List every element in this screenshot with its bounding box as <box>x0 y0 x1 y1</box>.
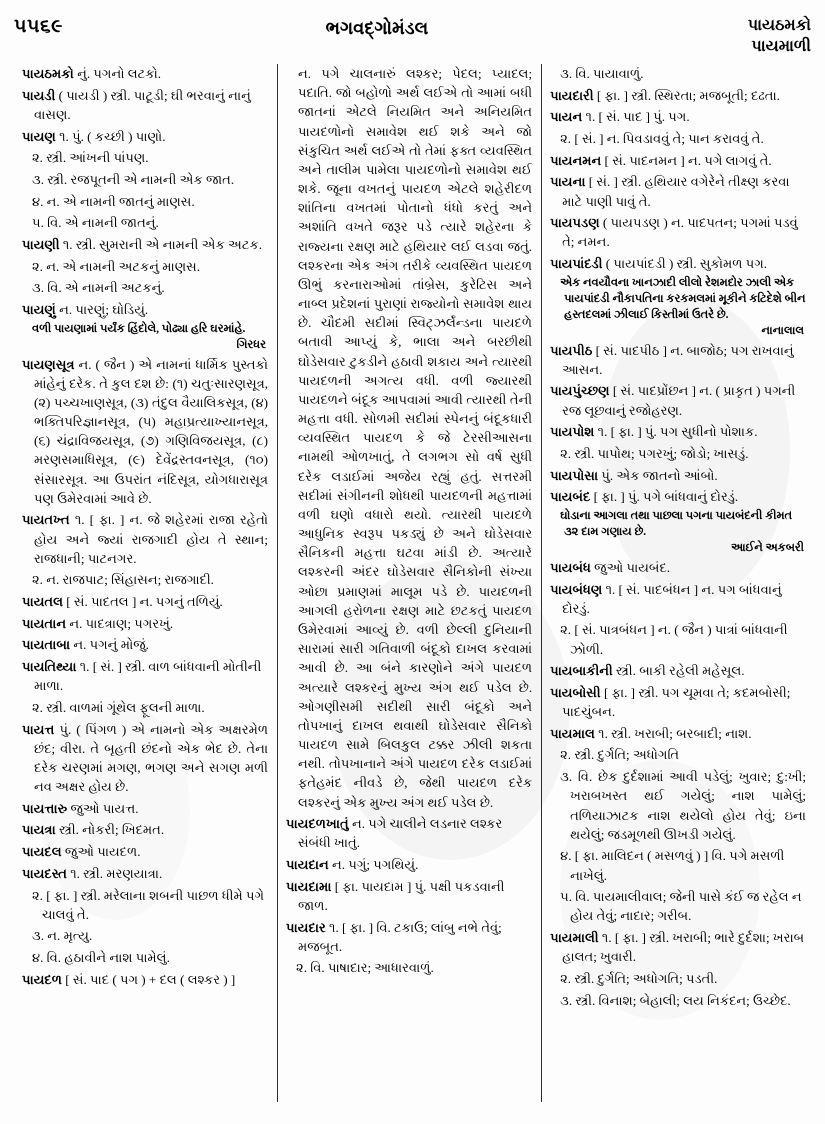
entry-headword: પાયબંદ <box>550 489 591 505</box>
entry-headword: પાયતલ <box>22 594 64 610</box>
dictionary-entry <box>22 64 268 83</box>
dictionary-entry <box>550 724 806 743</box>
entry-definition: ૧. સ્ત્રી. ખરાબી; બરબાદી; નાશ. <box>594 725 752 741</box>
dictionary-entry <box>550 381 806 419</box>
running-head-first-entry: પાયઠમકો <box>747 17 811 34</box>
entry-headword: પાયણસૂત્ર <box>22 356 75 372</box>
entry-definition: પું. ( પિંગળ ) એ નામનો એક અક્ષરમેળ છંદ; વીરા. તે બૃહતી છંદનો એક ભેદ છે. તેના દરેક ચરણમાં મગણ, ભગણ અને સગણ મળી નવ અક્ષર હોય છે. <box>34 721 269 795</box>
entry-headword: પાયતખ્ત <box>22 512 70 528</box>
entry-headword: પાયન <box>550 109 583 125</box>
dictionary-column-1 <box>14 64 277 1102</box>
running-heads <box>691 16 811 58</box>
dictionary-entry <box>550 341 806 379</box>
entry-definition: [ ફા. ] પું. પગે બાંધવાનું દોરડું. <box>590 489 739 505</box>
dictionary-entry <box>286 918 532 956</box>
sense-definition: ૩. વિ. છેક દુર્દશામાં આવી પડેલું; ખુવાર; દુ:ખી; ખરાબખસ્ત થઈ ગયેલું; નાશ પામેલું; તળિયાઝાટક નાશ થયેલો હોય તેવું; ઇના થયેલું; જડમૂળથી ઊખડી ગયેલું. <box>560 769 806 842</box>
dictionary-entry <box>22 657 268 695</box>
sense-definition: ૨. સ્ત્રી. દુર્ગતિ; અધોગતિ; પડતી. <box>560 970 718 986</box>
dictionary-entry <box>550 661 806 680</box>
dictionary-entry <box>22 355 268 508</box>
dictionary-entry <box>22 720 268 797</box>
entry-headword: પાયપોસા <box>550 467 599 483</box>
example-quote: વળી પાયણામાં પર્યંક હિંદોલે, પોઢ્યા હરિ ઘરમાંહે. <box>32 322 246 335</box>
sense-definition: ૩. ન. મૃત્યુ. <box>32 928 93 944</box>
example-quote: એક નવયૌવના ખાનઝાદી લીલો રેશમદોર ઝાલી એક પાયપાંદડી નૌકાપતિના કરકમલમાં મૂકીને કટિદેશે બીન હસ્તદલમાં ઝીલાઈ કિસ્તીમાં ઉતરે છે. <box>560 276 806 321</box>
dictionary-entry <box>286 877 532 915</box>
dictionary-entry <box>550 86 806 105</box>
entry-definition: ન. પગું; પગથિયું. <box>328 857 419 873</box>
entry-definition: ન. પાદત્રાણ; પગરખું. <box>66 615 174 631</box>
entry-definition: ન. પારણું; ઘોડિયું. <box>55 301 149 317</box>
dictionary-entry <box>550 254 806 273</box>
quote-attribution: નાનાલાલ <box>761 324 804 337</box>
entry-definition: [ સં. પાદપીઠ ] ન. બાજોઠ; પગ રાખવાનું આસન. <box>562 342 794 377</box>
dictionary-entry <box>550 928 806 966</box>
sense-definition: ૨. [ ફા. ] સ્ત્રી. મરેલાના શબની પાછળ ધીમે પગે ચાલવું તે. <box>32 887 265 922</box>
dictionary-entry <box>22 127 268 146</box>
entry-headword: પાયદામા <box>286 878 332 894</box>
dictionary-entry <box>22 842 268 861</box>
entry-definition: સ્ત્રી. નોકરી; ખિદમત. <box>55 822 165 838</box>
entry-headword: પાયપાંદડી <box>550 256 603 272</box>
entry-headword: પાયતાબા <box>22 637 71 653</box>
quote-attribution: આઈને અકબરી <box>731 541 804 554</box>
dictionary-entry <box>550 487 806 506</box>
sense-definition: ૨. ન. રાજપાટ; સિંહાસન; રાજગાદી. <box>32 572 214 588</box>
entry-headword: પાયદસ્ત <box>22 865 67 881</box>
entry-definition: ( પાયડી ) સ્ત્રી. પાટૂડી; ઘી ભરવાનું નાનું વાસણ. <box>34 87 251 122</box>
sense-definition: ૪. [ ફા. માલિદન ( મસળવું ) ] વિ. પગે મસળી નાખેલું. <box>560 848 785 883</box>
entry-headword: પાયતાન <box>22 615 67 631</box>
entry-definition: જુઓ પાયદળ. <box>61 844 141 860</box>
sense-definition: ૨. વિ. પાષાદાર; આધારવાળું. <box>296 960 434 976</box>
dictionary-column-2 <box>277 64 541 1102</box>
continued-definition: ન. પગે ચાલનારું લશ્કર; પેદલ; પ્યાદલ; પદાતિ. જો બહોળો અર્થ લઈએ તો આમાં બધી જાતનાં એટલે નિયમિત અને અનિયમિત પાયદળોનો સમાવેશ થઈ શકે અને જો સંકુચિત અર્થ લઈએ તો તેમાં ફક્ત વ્યવસ્થિત અને તાલીમ પામેલા પાયદળોનો સમાવેશ થઈ શકે. જૂના વખતનું પાયદળ એટલે શહેરીદળ શાંતિના વખતમાં પોતાનો ધંધો કરતું અને અશાંતિ વખતે જરૂર પડે ત્યારે શહેરના કે રાજ્યના રક્ષણ માટે હથિયાર લઈ લડવા જતું. લશ્કરના એક અંગ તરીકે વ્યવસ્થિત પાયદળ ઊભું કરનારાઓમાં તાંબ્રેસ, કુરેટિસ અને નાબ્લ પ્રદેશનાં પુરાણાં રાજ્યોનો સમાવેશ થાય છે. ચૌદમી સદીમાં સ્વિટ્‌ઝર્લૅન્ડના પાયદળે બતાવી આપ્યું કે, ભાલા અને બરછીથી ઘોડેસવાર ટુકડીને હઠાવી શકાય અને ત્યારથી પાયદળની અગત્ય વધી. વળી જ્યારથી પાયદળને બંદૂક આપવામાં આવી ત્યારથી તેની મહત્તા વધી. સોળમી સદીમાં સ્પેનનું બંદૂકધારી વ્યવસ્થિત પાયદળ કે જે ટેરસીઆસના નામથી ઓળખાતું, તે લગભગ સો વર્ષ સુધી દરેક લડાઈમાં અજેય રહ્યું હતું. સત્તરમી સદીમાં સંગીનની શોધથી પાયદળની મહત્તામાં વળી ઘણો વધારો થયો. ત્યારથી પાયદળે આધુનિક સ્વરૂપ પકડ્યું છે અને ઘોડેસવાર સૈનિકની મહત્તા ઘટવા માંડી છે. અત્યારે લશ્કરની અંદર ઘોડેસવાર સૈનિકોની સંખ્યા ઓછા પ્રમાણમાં માલૂમ પડે છે. પાયદળની આગલી હરોળના રક્ષણ માટે છટકતું પાયદળ ઉમેરવામાં આવ્યું છે. વળી છેલ્લી દુનિયાની સારામાં સારી ગતિવાળી બંદૂકો દાખલ કરવામાં આવી છે. આ બંને કારણોને અંગે પાયદળ અત્યારે લશ્કરનું મુખ્ય અંગ થઈ પડેલ છે. ઓગણીસમી સદીથી સારી બંદૂકો અને તોપખાનું દાખલ થવાથી ઘોડેસવાર સૈનિકો પાયદળ સામે બિલકુલ ટક્કર ઝીલી શકતા નથી. તોપખાનાને અંગે પાયદળ દરેક લડાઈમાં ફતેહમંદ નીવડે છે, જેથી પાયદળ દરેક લશ્કરનું એક મુખ્ય અંગ થઈ પડેલ છે. <box>298 66 533 810</box>
entry-headword: પાયબંધણ <box>550 581 603 597</box>
entry-headword: પાયદાર <box>286 919 326 935</box>
dictionary-entry <box>22 635 268 654</box>
running-head-last-entry: પાયમાળી <box>751 37 811 55</box>
dictionary-entry <box>22 86 268 124</box>
entry-definition: ન. પગે ચાલીને લડનાર લશ્કર સંબંધી ખાતું. <box>298 816 503 851</box>
sense-definition: ૪. વિ. હઠાવીને નાશ પામેલું. <box>32 950 170 966</box>
book-title: ભગવદ્‌ગોમંડલ <box>325 18 429 38</box>
entry-definition: ૧. [ ફા. ] ન. જે શહેરમાં રાજા રહેતો હોય અને જ્યાં રાજગાદી હોય તે સ્થાન; રાજધાની; પાટનગર. <box>34 512 269 566</box>
entry-definition: ૧. સ્ત્રી. મરણયાત્રા. <box>66 865 163 881</box>
entry-headword: પાયપીઠ <box>550 342 593 358</box>
entry-definition: [ ફા. ] સ્ત્રી. પગ ચૂમવા તે; કદમબોસી; પાદચુંબન. <box>562 684 791 720</box>
entry-definition: ન. પગનું મોજું. <box>70 637 149 653</box>
dictionary-entry <box>22 235 268 254</box>
dictionary-entry <box>550 213 806 251</box>
entry-definition: ૧. સ્ત્રી. સુમરાની એ નામની એક અટક. <box>59 236 262 252</box>
entry-headword: પાયપડણ <box>550 215 600 231</box>
sense-definition: ૩. સ્ત્રી. રજપૂતની એ નામની એક જાત. <box>32 171 235 187</box>
entry-headword: પાયણી <box>22 236 60 252</box>
quote-attribution: ગિરધર <box>236 338 267 351</box>
dictionary-entry <box>22 799 268 818</box>
entry-definition: [ સં. ] સ્ત્રી. હથિયાર વગેરેને તીક્ષ્ણ કરવા માટે પાણી પાવું તે. <box>562 174 790 209</box>
entry-headword: પાયત્ત <box>22 721 55 737</box>
entry-definition: ( પાયપડણ ) ન. પાદપતન; પગમાં પડવું તે; નમન. <box>562 215 798 250</box>
entry-headword: પાયણ <box>22 128 56 144</box>
dictionary-entry <box>22 864 268 883</box>
entry-headword: પાયદળ <box>22 971 62 987</box>
dictionary-entry <box>550 580 806 618</box>
entry-definition: [ ફા. ] સ્ત્રી. સ્થિરતા; મજબૂતી; દઢતા. <box>593 87 780 103</box>
dictionary-entry <box>550 466 806 485</box>
entry-definition: ન. ( જૈન ) એ નામનાં ધાર્મિક પુસ્તકો માંહેનું દરેક. તે કુલ દશ છે: (૧) ચતુઃસારણસૂત્ર, (૨) પચ્ચખાણસૂત્ર, (૩) તંદુલ વૈયાલિકસૂત્ર, (૪) ભક્તિપરિજ્ઞાનસૂત્ર, (૫) મહાપ્રત્યાખ્યાનસૂત્ર, (૬) ચંદ્રાવિજયસૂત્ર, (૭) ગણિવિજયસૂત્ર, (૮) મરણસમાધિસૂત્ર, (૯) દેવેંદ્રસ્તવનસૂત્ર, (૧૦) સંસારસૂત્ર. આ ઉપરાંત નંદિસૂત્ર, યોગધારાસૂત્ર પણ ઉમેરવામાં આવે છે. <box>34 356 269 506</box>
sense-definition: ૫. વિ. પાયમાલીવાલ; જેની પાસે કંઈ જ રહેલ ન હોય તેવું; નાદાર; ગરીબ. <box>560 889 802 924</box>
entry-definition: ૧. [ ફા. ] પું. પગ સુધીનો પોશાક. <box>594 424 758 440</box>
sense-definition: ૨. ન. એ નામની અટકનું માણસ. <box>32 258 201 274</box>
dictionary-entry <box>286 814 532 852</box>
entry-definition: [ સં. પાદનમન ] ન. પગે લાગવું તે. <box>601 152 772 168</box>
entry-headword: પાયબાકીની <box>550 663 613 679</box>
entry-headword: પાયનમન <box>550 152 602 168</box>
entry-headword: પાયમાલ <box>550 725 595 741</box>
entry-headword: પાયતિથ્યા <box>22 659 77 675</box>
entry-definition: ૧. [ સં. પાદ ] પું. પગ. <box>582 109 690 125</box>
dictionary-entry <box>550 558 806 577</box>
entry-definition: નું. પગનો લટકો. <box>73 66 162 81</box>
entry-headword: પાયપુંચ્છણ <box>550 383 610 399</box>
sense-definition: ૨. સ્ત્રી. આંખની પાંપણ. <box>32 150 149 166</box>
dictionary-entry <box>286 855 532 874</box>
entry-definition: [ સં. પાદતલ ] ન. પગનું તળિયું. <box>63 594 223 610</box>
sense-definition: ૨. [ સં. પાત્રબંધન ] ન. ( જૈન ) પાત્રાં બાંધવાની ઝોળી. <box>560 622 788 657</box>
dictionary-entry <box>550 683 806 721</box>
dictionary-entry <box>22 820 268 839</box>
entry-definition: [ સં. પાદ ( પગ ) + દલ ( લશ્કર ) ] <box>61 971 236 987</box>
entry-headword: પાયબોસી <box>550 684 601 700</box>
dictionary-entry <box>22 510 268 568</box>
entry-definition: પું. એક જાતનો આંબો. <box>598 467 718 483</box>
entry-headword: પાયદળખાતું <box>286 816 349 832</box>
dictionary-entry <box>550 422 806 441</box>
entry-headword: પાયબંધ <box>550 559 591 575</box>
sense-definition: ૪. ન. એ નામની જાતનું માણસ. <box>32 193 195 209</box>
text-columns <box>14 64 815 1102</box>
entry-definition: જુઓ પાયત્ત. <box>67 800 139 816</box>
entry-headword: પાયદલ <box>22 844 62 860</box>
entry-definition: [ ફા. પાયદામ ] પું. પક્ષી પકડવાની જાળ. <box>298 878 505 913</box>
entry-headword: પાયડી <box>22 87 56 103</box>
dictionary-entry <box>22 614 268 633</box>
sense-definition: ૩. વિ. એ નામની અટકનું. <box>32 280 165 296</box>
entry-headword: પાયદાન <box>286 857 329 873</box>
entry-definition: ૧. [ ફા. ] વિ. ટકાઉ; લાંબુ નભે તેવું; મજબૂત. <box>298 919 502 954</box>
entry-definition: ૧. [ સં. ] સ્ત્રી. વાળ બાંધવાની મોતીની માળા. <box>34 659 262 694</box>
entry-headword: પાયના <box>550 174 586 190</box>
dictionary-entry <box>550 172 806 210</box>
dictionary-entry <box>550 107 806 126</box>
entry-definition: જુઓ પાયબંદ. <box>590 559 671 575</box>
entry-definition: ૧. પું. ( કચ્છી ) પાણો. <box>55 128 166 144</box>
dictionary-entry <box>22 300 268 319</box>
entry-headword: પાયદારી <box>550 87 594 103</box>
sense-definition: ૩. વિ. પાયાવાળું. <box>560 66 644 81</box>
example-quote: ઘોડાના આગલા તથા પાછલા પગના પાયબંદની કીમત ૩૨ દામ ગણાય છે. <box>560 510 793 538</box>
dictionary-entry <box>22 970 268 989</box>
entry-headword: પાયપોશ <box>550 424 595 440</box>
entry-headword: પાયણું <box>22 301 56 317</box>
page-number: ૫૫૬૯ <box>14 16 63 37</box>
sense-definition: ૫. વિ. એ નામની જાતનું. <box>32 215 159 231</box>
entry-definition: સ્ત્રી. બાકી રહેલી મહેસૂલ. <box>612 663 745 679</box>
entry-headword: પાયઠમકો <box>22 66 74 81</box>
dictionary-entry <box>550 151 806 170</box>
sense-definition: ૨. સ્ત્રી. વાળમાં ગૂંથેલ ફૂલની માળા. <box>32 699 205 715</box>
dictionary-column-3 <box>541 64 815 1102</box>
sense-definition: ૩. સ્ત્રી. વિનાશ; બેહાલી; લય નિકંદન; ઉચ્છેદ. <box>560 992 791 1008</box>
dictionary-entry <box>22 592 268 611</box>
entry-definition: ( પાયપાંદડી ) સ્ત્રી. સુકોમળ પગ. <box>602 256 768 272</box>
sense-definition: ૨. સ્ત્રી. પાપોથ; પગરખું; જોડો; ખાસડું. <box>560 445 749 461</box>
entry-definition: ૧. [ ફા. ] સ્ત્રી. ખરાબી; ભારે દુર્દશા; ખરાબ હાલત; ખુવારી. <box>562 930 805 965</box>
sense-definition: ૨. [ સં. ] ન. પિવડાવવું તે; પાન કરાવવું તે. <box>560 131 764 147</box>
page-header <box>14 16 811 68</box>
entry-definition: ૧. [ સં. પાદબંધન ] ન. પગ બાંધવાનું દોરડું. <box>562 581 782 616</box>
entry-headword: પાયત્તારુ <box>22 800 68 816</box>
sense-definition: ૨. સ્ત્રી. દુર્ગતિ; અધોગતિ <box>560 747 680 763</box>
entry-headword: પાયત્રા <box>22 822 56 838</box>
entry-headword: પાયમાલી <box>550 930 599 946</box>
entry-definition: [ સં. પાદપ્રોંછન ] ન. ( પ્રાકૃત ) પગની રજ લૂછવાનું રજોહરણ. <box>562 383 796 418</box>
